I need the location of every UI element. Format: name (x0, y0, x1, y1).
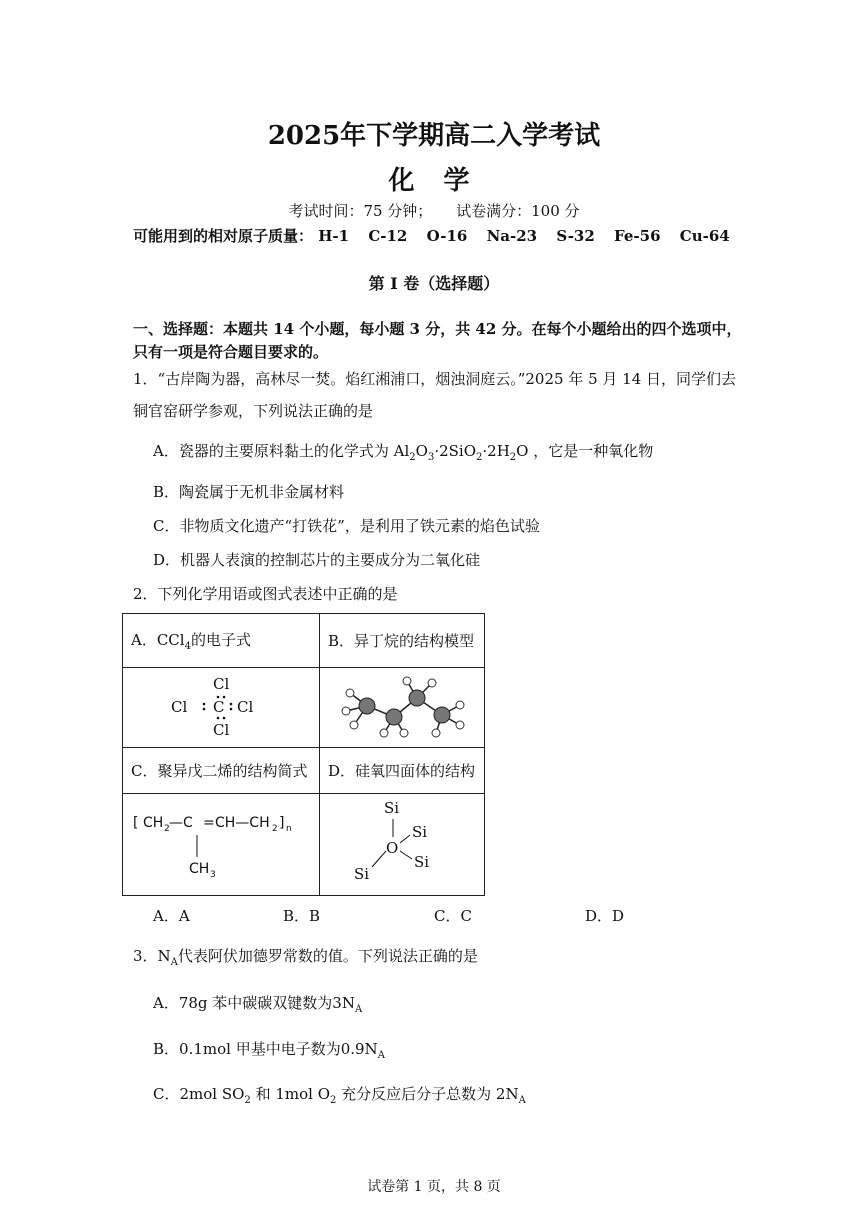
subject-title: 化 学 (388, 166, 480, 196)
svg-text:=: = (203, 814, 215, 831)
atomic-masses-label: 可能用到的相对原子质量： (133, 227, 314, 245)
q2-options-table (122, 613, 485, 896)
svg-text:Si: Si (384, 798, 400, 817)
ccl4-sub: 4 (184, 641, 191, 652)
svg-text:Cl: Cl (213, 674, 230, 693)
cell-d-label: D．硅氧四面体的结构 (320, 748, 485, 794)
q1-stem-line-2: 铜官窑研学参观，下列说法正确的是 (133, 402, 374, 420)
q1-option-a-pre: A．瓷器的主要原料黏土的化学式为 (153, 442, 389, 460)
svg-text:CH: CH (143, 814, 164, 831)
exam-score: 试卷满分：100 分 (456, 202, 580, 220)
svg-text:]: ] (279, 814, 285, 831)
q3-option-b: B．0.1mol 甲基中电子数为$0.9N_A$ (153, 1040, 385, 1061)
cell-a-label (123, 614, 320, 668)
sio-tetrahedron-svg (342, 795, 462, 891)
svg-text:2: 2 (164, 823, 170, 834)
instruction-line-2: 只有一项是符合题目要求的。 (133, 343, 329, 361)
atom-c: C-12 (368, 227, 408, 245)
section-heading: 第 I 卷（选择题） (368, 274, 500, 293)
ccl4-electron-formula (123, 668, 320, 748)
q3-option-c-label: C． (153, 1085, 180, 1103)
svg-text:CH—CH: CH—CH (215, 814, 270, 831)
svg-text:Cl: Cl (237, 697, 254, 716)
q2-choice-d: D．D (585, 907, 625, 925)
svg-text:C: C (213, 697, 225, 716)
silicon-oxygen-tetrahedron (320, 794, 485, 896)
q3-option-a-text: A．78g 苯中碳碳双键数为 (153, 994, 333, 1012)
exam-time: 考试时间：75 分钟； (288, 202, 433, 220)
exam-title: 2025年下学期高二入学考试 (267, 121, 601, 151)
ccl4-post: 的电子式 (190, 631, 251, 649)
exam-info (0, 200, 868, 221)
atom-h: H-1 (318, 227, 350, 245)
q3-na-sub: A (170, 957, 178, 968)
svg-text:[: [ (133, 814, 139, 831)
ccl4-structure-svg (161, 671, 281, 741)
svg-text:O: O (386, 838, 399, 857)
ccl4-label: A．CCl (131, 631, 185, 649)
polyisoprene-svg (131, 795, 311, 891)
svg-text:Cl: Cl (213, 720, 230, 739)
q3-stem-text: 代表阿伏加德罗常数的值。下列说法正确的是 (177, 947, 478, 965)
atom-na: Na-23 (486, 227, 538, 245)
svg-text:—C: —C (169, 814, 193, 831)
q3-option-b-text: B．0.1mol 甲基中电子数为 (153, 1040, 341, 1058)
svg-text:Si: Si (354, 864, 370, 883)
q1-stem-line-1: 1．“古岸陶为器，高林尽一焚。焰红湘浦口，烟浊洞庭云。”2025 年 5 月 14 日，同学们去 (133, 370, 737, 388)
q2-choice-b: B．B (283, 907, 321, 925)
q3-stem (133, 945, 478, 974)
q1-option-c: C．非物质文化遗产“打铁花”，是利用了铁元素的焰色试验 (153, 517, 540, 535)
q1-option-d: D．机器人表演的控制芯片的主要成分为二氧化硅 (153, 551, 481, 569)
polyisoprene-formula (123, 794, 320, 896)
q2-choice-c: C．C (434, 907, 472, 925)
svg-text:Si: Si (412, 822, 428, 841)
q3-number: 3． (133, 947, 158, 965)
atom-o: O-16 (426, 227, 468, 245)
q3-option-a: A．78g 苯中碳碳双键数为$3N_A$ (153, 994, 363, 1015)
q2-choice-a: A．A (153, 907, 190, 925)
svg-text:2: 2 (272, 823, 278, 834)
q2-stem: 2．下列化学用语或图式表述中正确的是 (133, 585, 398, 603)
svg-text:Cl: Cl (171, 697, 188, 716)
atomic-masses (133, 225, 744, 246)
atom-cu: Cu-64 (679, 227, 730, 245)
atom-s: S-32 (556, 227, 595, 245)
q1-option-b: B．陶瓷属于无机非金属材料 (153, 483, 345, 501)
cell-c-label: C．聚异戊二烯的结构简式 (123, 748, 320, 794)
atom-fe: Fe-56 (614, 227, 661, 245)
isobutane-model-svg (332, 671, 472, 741)
q1-option-a (153, 440, 653, 463)
svg-text:CH: CH (189, 860, 210, 877)
svg-text:Si: Si (414, 852, 430, 871)
q1-formula: $Al_2O_3\cdot 2SiO_2\cdot 2H_2O$ (393, 442, 529, 463)
q3-option-c: C．2mol $SO_2$ 和 1mol $O_2$ 充分反应后分子总数为 $2N_A$ (153, 1085, 526, 1106)
isobutane-model (320, 668, 485, 748)
page-footer: 试卷第 1 页，共 8 页 (367, 1179, 501, 1195)
instruction-line-1: 一、选择题：本题共 14 个小题，每小题 3 分，共 42 分。在每个小题给出的四个选项中， (133, 320, 742, 338)
svg-text:3: 3 (210, 869, 216, 880)
cell-b-label: B．异丁烷的结构模型 (320, 614, 485, 668)
svg-text:n: n (286, 823, 292, 834)
q3-na: N (157, 947, 171, 965)
q1-option-a-post: ，它是一种氧化物 (533, 442, 654, 460)
